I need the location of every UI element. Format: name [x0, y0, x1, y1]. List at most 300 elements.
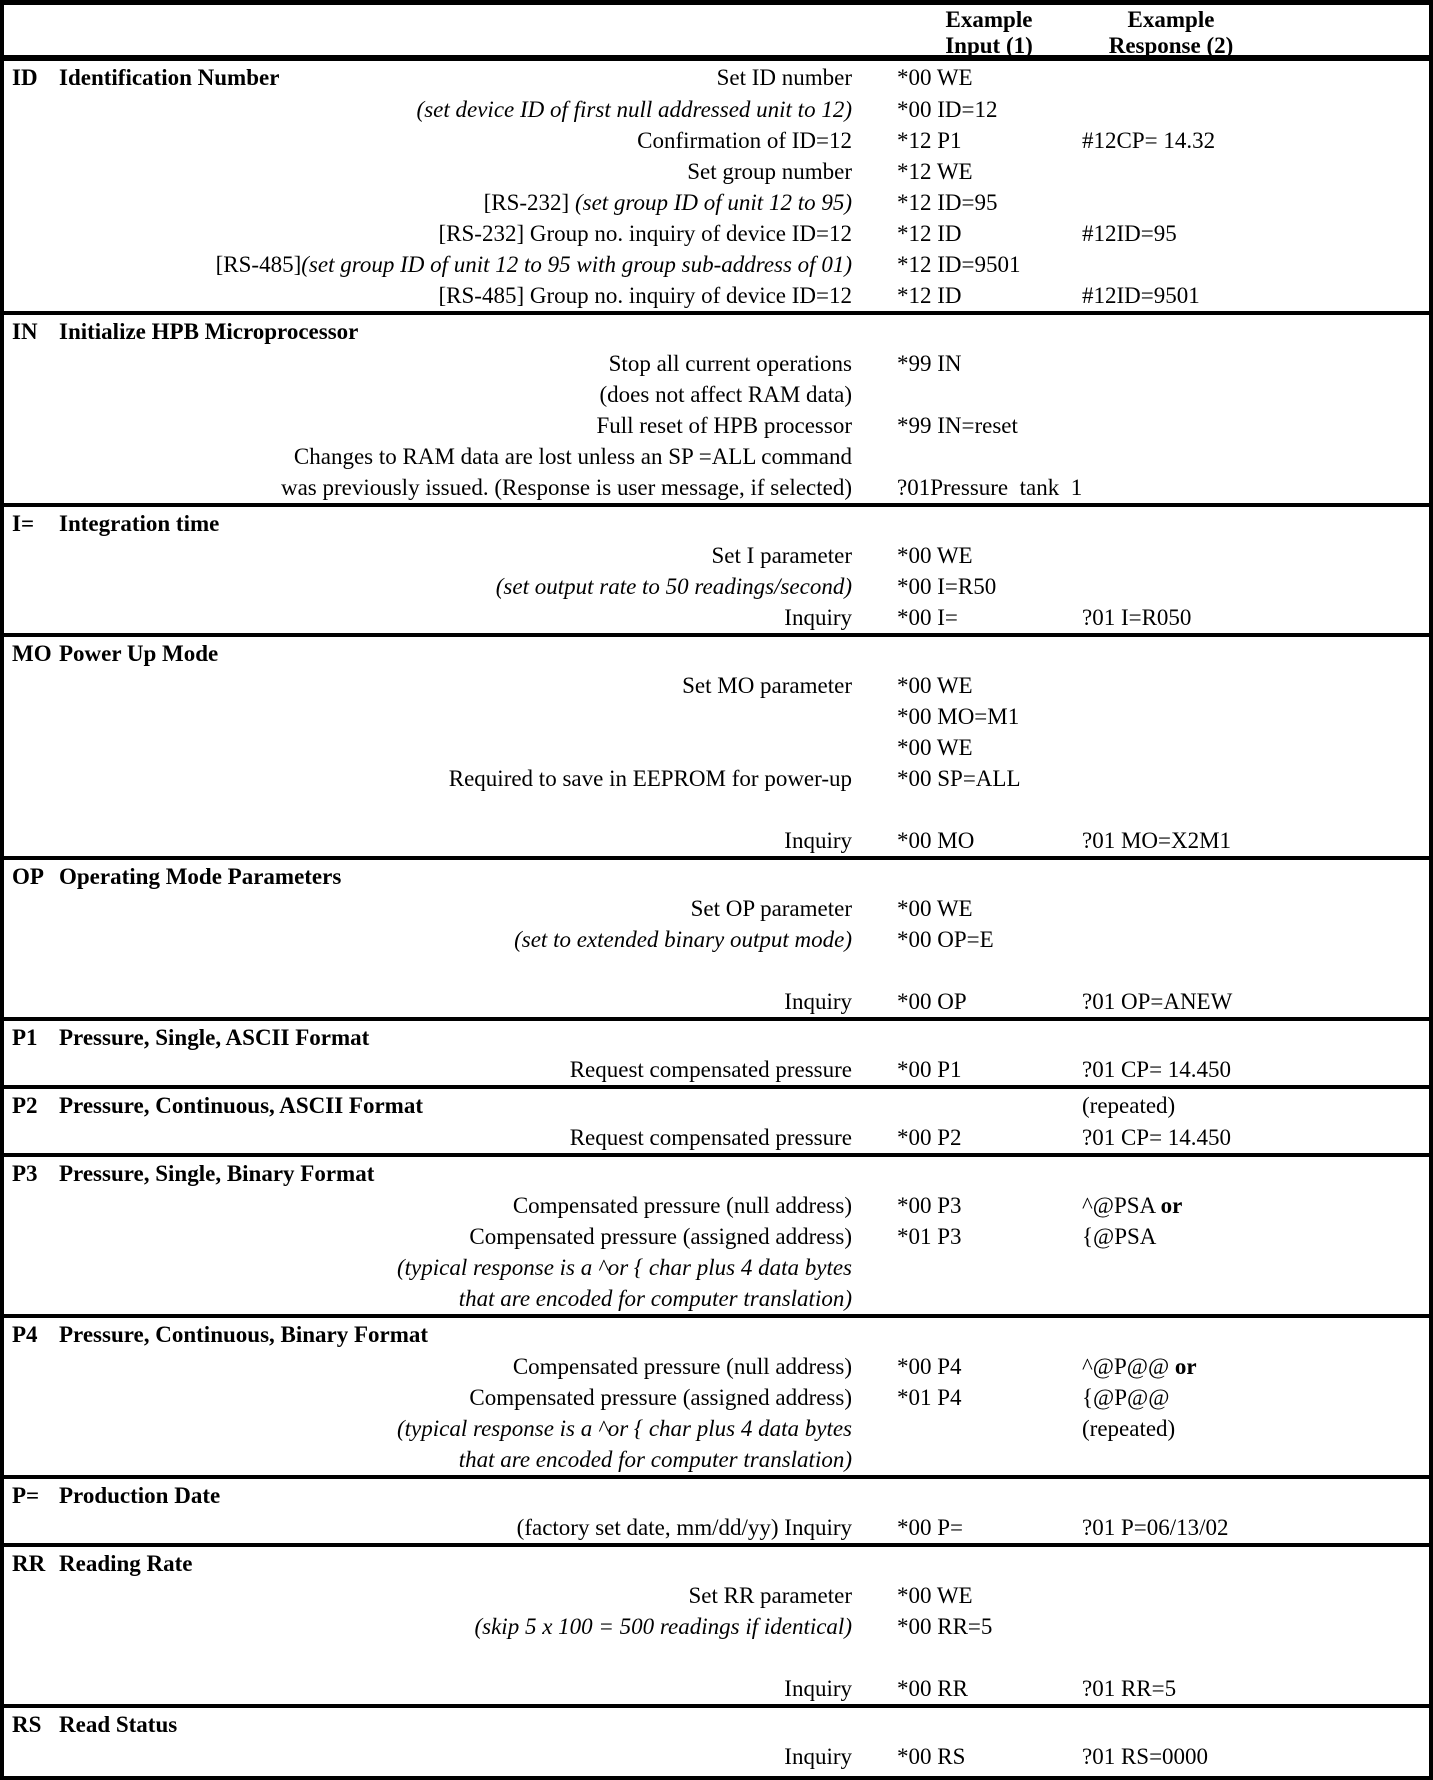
example-response-value [1037, 924, 1429, 955]
table-row [4, 732, 1429, 763]
row-description-cell [52, 187, 852, 218]
example-input-value [852, 1444, 1037, 1475]
row-description: Set I parameter [711, 543, 852, 568]
table-row [4, 1444, 1429, 1475]
table-row [4, 156, 1429, 187]
row-description-cell [52, 955, 852, 986]
row-description: Request compensated pressure [569, 1125, 852, 1150]
command-code [4, 1190, 52, 1221]
example-response-value [1037, 348, 1429, 379]
command-code [4, 1512, 52, 1543]
example-input-value: *12 P1 [897, 128, 962, 153]
command-code [4, 763, 52, 794]
row-description: Stop all current operations [608, 351, 852, 376]
row-description: Inquiry [784, 1676, 852, 1701]
row-description: Request compensated pressure [569, 1057, 852, 1082]
row-description: (does not affect RAM data) [599, 382, 852, 407]
table-row [4, 794, 1429, 825]
example-response-value: ^@P@@ or [1082, 1354, 1197, 1379]
command-code [4, 893, 52, 924]
example-input-value: *00 MO [897, 828, 975, 853]
table-row [4, 280, 1429, 311]
example-input-value: *00 WE [897, 896, 973, 921]
table-row [4, 1351, 1429, 1382]
command-code [4, 794, 52, 825]
section-title-row [4, 1089, 1429, 1122]
row-description-cell [52, 348, 852, 379]
example-response-value [1037, 1708, 1429, 1741]
example-response-value [1037, 540, 1429, 571]
table-row [4, 924, 1429, 955]
table-row [4, 379, 1429, 410]
table-row [4, 1252, 1429, 1283]
example-input-value: *00 OP [897, 989, 967, 1014]
example-response-value [1037, 763, 1429, 794]
table-row [4, 1741, 1429, 1772]
table-row [4, 1190, 1429, 1221]
row-description-cell [52, 571, 852, 602]
table-row [4, 125, 1429, 156]
table-row [4, 1512, 1429, 1543]
command-code: ID [12, 65, 38, 90]
example-input-value: *00 RR=5 [897, 1614, 993, 1639]
example-input-value: *00 MO=M1 [897, 704, 1020, 729]
command-code [4, 1382, 52, 1413]
section-title-row [4, 1318, 1429, 1351]
row-description: [RS-485] Group no. inquiry of device ID=12 [438, 283, 852, 308]
command-section-i [4, 503, 1429, 633]
example-input-value: *00 WE [897, 673, 973, 698]
example-response-value: ?01 I=R050 [1082, 605, 1192, 630]
command-code: P4 [12, 1322, 38, 1347]
row-description-cell [52, 1741, 852, 1772]
command-title: Initialize HPB Microprocessor [59, 319, 359, 344]
section-title-row [4, 1547, 1429, 1580]
row-description-cell [52, 125, 852, 156]
row-description-cell [52, 1611, 852, 1642]
command-section-rs [4, 1704, 1429, 1772]
row-description: that are encoded for computer translation) [458, 1286, 852, 1311]
row-description: [RS-485](set group ID of unit 12 to 95 with group sub-address of 01) [215, 252, 852, 277]
example-input-value: *00 I= [897, 605, 958, 630]
table-row [4, 94, 1429, 125]
command-code [4, 1580, 52, 1611]
section-title-row [4, 315, 1429, 348]
command-code [4, 1673, 52, 1704]
row-description: (factory set date, mm/dd/yy) Inquiry [516, 1515, 852, 1540]
example-response-value [1037, 410, 1429, 441]
row-description-cell [52, 94, 852, 125]
column-header-line: Response (2) [1108, 33, 1234, 58]
example-response-value: ?01 OP=ANEW [1082, 989, 1233, 1014]
example-response-value [1037, 315, 1429, 348]
command-code [4, 955, 52, 986]
row-description-cell [52, 1382, 852, 1413]
example-input-value [852, 441, 1037, 472]
row-description-cell [52, 218, 852, 249]
table-row [4, 218, 1429, 249]
row-description-cell [52, 893, 852, 924]
row-description-cell [52, 280, 852, 311]
row-description: Compensated pressure (assigned address) [469, 1385, 852, 1410]
example-input-value: *00 ID=12 [897, 97, 998, 122]
row-description-cell [52, 1122, 852, 1153]
table-row [4, 1611, 1429, 1642]
command-code [4, 249, 52, 280]
row-description: (set output rate to 50 readings/second) [495, 574, 852, 599]
example-input-value: *00 RS [897, 1744, 966, 1769]
row-description: (set device ID of first null addressed unit to 12) [416, 97, 852, 122]
example-input-value: *01 P4 [897, 1385, 962, 1410]
example-response-value [1037, 670, 1429, 701]
example-response-value: ?01 MO=X2M1 [1082, 828, 1232, 853]
example-input-value: *12 ID=95 [897, 190, 998, 215]
example-input-value [852, 507, 1037, 540]
example-input-value: *00 P= [897, 1515, 964, 1540]
row-description: Full reset of HPB processor [596, 413, 852, 438]
row-description-cell [52, 1413, 852, 1444]
row-description-cell [52, 794, 852, 825]
example-input-value: *12 ID=9501 [897, 252, 1021, 277]
row-description: Inquiry [784, 1744, 852, 1769]
example-response-value: ?01 RS=0000 [1082, 1744, 1209, 1769]
row-description-cell [52, 540, 852, 571]
example-input-value: *00 P1 [897, 1057, 962, 1082]
example-input-value: *00 P2 [897, 1125, 962, 1150]
row-description: Required to save in EEPROM for power-up [448, 766, 852, 791]
table-row [4, 571, 1429, 602]
command-code [4, 1221, 52, 1252]
table-row [4, 1580, 1429, 1611]
row-description-cell [52, 61, 852, 94]
example-response-value [1037, 955, 1429, 986]
table-row [4, 1054, 1429, 1085]
command-title: Reading Rate [59, 1551, 193, 1576]
row-description: Set RR parameter [688, 1583, 852, 1608]
section-title-row [4, 1479, 1429, 1512]
command-title: Operating Mode Parameters [59, 864, 342, 889]
row-description: Confirmation of ID=12 [637, 128, 852, 153]
command-code: RS [12, 1712, 42, 1737]
command-title: Integration time [59, 511, 220, 536]
table-row [4, 1283, 1429, 1314]
example-response-value: ?01 RR=5 [1082, 1676, 1177, 1701]
row-description: Compensated pressure (null address) [512, 1354, 852, 1379]
command-title: Pressure, Single, Binary Format [59, 1161, 375, 1186]
example-response-value: {@PSA [1082, 1224, 1157, 1249]
command-code [4, 187, 52, 218]
row-description-cell [52, 1318, 852, 1351]
example-response-value [1037, 1318, 1429, 1351]
row-description: Set group number [687, 159, 852, 184]
example-response-value [1037, 1547, 1429, 1580]
command-code [4, 602, 52, 633]
table-row [4, 763, 1429, 794]
table-row [4, 1642, 1429, 1673]
row-description-cell [52, 1444, 852, 1475]
column-header-line: Example [1127, 7, 1215, 32]
row-description: (skip 5 x 100 = 500 readings if identical) [474, 1614, 852, 1639]
example-input-value: *00 RR [897, 1676, 968, 1701]
example-response-value: ?01 P=06/13/02 [1082, 1515, 1229, 1540]
example-input-value [852, 1157, 1037, 1190]
row-description: Changes to RAM data are lost unless an SP =ALL command [293, 444, 852, 469]
row-description-cell [52, 1673, 852, 1704]
row-description-cell [52, 1221, 852, 1252]
section-title-row [4, 507, 1429, 540]
command-section-op [4, 856, 1429, 1017]
example-input-value: *12 WE [897, 159, 973, 184]
example-input-value: *00 WE [897, 65, 973, 90]
example-response-value [1037, 1580, 1429, 1611]
row-description: that are encoded for computer translation) [458, 1447, 852, 1472]
table-row [4, 1382, 1429, 1413]
table-row [4, 1122, 1429, 1153]
command-section-p [4, 1475, 1429, 1543]
row-description-cell [52, 1351, 852, 1382]
table-row [4, 986, 1429, 1017]
column-header-example-response [1062, 7, 1280, 59]
command-code [4, 1444, 52, 1475]
example-input-value [852, 1021, 1037, 1054]
row-description-cell [52, 670, 852, 701]
section-title-row [4, 1021, 1429, 1054]
row-description-cell [52, 986, 852, 1017]
row-description-cell [52, 1512, 852, 1543]
row-description-cell [52, 1580, 852, 1611]
command-section-p1 [4, 1017, 1429, 1085]
command-code: P= [12, 1483, 40, 1508]
row-description-cell [52, 1157, 852, 1190]
row-description-cell [52, 860, 852, 893]
example-response-value [1037, 1611, 1429, 1642]
command-code [4, 1413, 52, 1444]
example-input-value [852, 794, 1037, 825]
example-input-value [852, 1283, 1037, 1314]
row-description: [RS-232] (set group ID of unit 12 to 95) [483, 190, 852, 215]
example-input-value: *00 WE [897, 1583, 973, 1608]
row-description-cell [52, 763, 852, 794]
table-row [4, 825, 1429, 856]
command-code: I= [12, 511, 35, 536]
example-response-value [1037, 1283, 1429, 1314]
command-code [4, 348, 52, 379]
example-input-value [852, 1318, 1037, 1351]
command-title: Production Date [59, 1483, 221, 1508]
example-response-value [1037, 441, 1429, 472]
command-section-rr [4, 1543, 1429, 1704]
example-input-value: *00 SP=ALL [897, 766, 1021, 791]
table-row [4, 472, 1429, 503]
section-title-row [4, 637, 1429, 670]
command-sections [4, 61, 1429, 1772]
table-row [4, 701, 1429, 732]
row-description: Compensated pressure (null address) [512, 1193, 852, 1218]
table-header [4, 5, 1429, 61]
table-row [4, 1221, 1429, 1252]
command-code [4, 1741, 52, 1772]
command-code: RR [12, 1551, 46, 1576]
command-code [4, 986, 52, 1017]
command-code [4, 94, 52, 125]
row-description: was previously issued. (Response is user message, if selected) [280, 475, 852, 500]
example-response-value [1037, 94, 1429, 125]
row-description-cell [52, 507, 852, 540]
example-input-value: *99 IN [897, 351, 962, 376]
table-row [4, 602, 1429, 633]
table-row [4, 348, 1429, 379]
row-description-cell [52, 379, 852, 410]
example-input-value: *12 ID [897, 283, 962, 308]
example-response-value [1037, 249, 1429, 280]
row-description: (typical response is a ^or { char plus 4 data bytes [396, 1255, 852, 1280]
row-description-cell [52, 1479, 852, 1512]
example-response-value: #12ID=9501 [1082, 283, 1200, 308]
command-code: P2 [12, 1093, 38, 1118]
example-input-value [852, 1252, 1037, 1283]
example-input-value: *00 WE [897, 543, 973, 568]
example-response-value: (repeated) [1082, 1416, 1176, 1441]
example-input-value: *00 P3 [897, 1193, 962, 1218]
row-description-cell [52, 472, 852, 503]
command-section-id [4, 61, 1429, 311]
example-input-value: *99 IN=reset [897, 413, 1018, 438]
command-title: Power Up Mode [59, 641, 219, 666]
example-response-value [1037, 507, 1429, 540]
example-response-value [1037, 701, 1429, 732]
table-row [4, 249, 1429, 280]
command-title: Pressure, Continuous, Binary Format [59, 1322, 429, 1347]
example-input-value [852, 1642, 1037, 1673]
command-code [4, 924, 52, 955]
row-description: Inquiry [784, 989, 852, 1014]
example-input-value [852, 1547, 1037, 1580]
row-description-cell [52, 441, 852, 472]
command-code: P3 [12, 1161, 38, 1186]
command-code: P1 [12, 1025, 38, 1050]
example-response-value [1037, 1157, 1429, 1190]
row-description-cell [52, 1190, 852, 1221]
table-row [4, 441, 1429, 472]
table-row [4, 670, 1429, 701]
table-row [4, 1673, 1429, 1704]
table-row [4, 893, 1429, 924]
example-input-value [852, 1413, 1037, 1444]
row-description-cell [52, 1089, 852, 1122]
example-response-value [1037, 379, 1429, 410]
example-response-value [1037, 156, 1429, 187]
table-row [4, 540, 1429, 571]
example-response-value: (repeated) [1082, 1093, 1176, 1118]
row-description: [RS-232] Group no. inquiry of device ID=12 [438, 221, 852, 246]
example-response-value [1037, 637, 1429, 670]
section-title-row [4, 1157, 1429, 1190]
row-description: (set to extended binary output mode) [514, 927, 852, 952]
example-input-value [852, 860, 1037, 893]
example-response-value [1037, 860, 1429, 893]
command-code [4, 540, 52, 571]
example-input-value: *00 WE [897, 735, 973, 760]
example-response-value: #12CP= 14.32 [1082, 128, 1216, 153]
command-code [4, 1642, 52, 1673]
row-description: Set ID number [716, 65, 852, 90]
command-code [4, 410, 52, 441]
table-row [4, 410, 1429, 441]
row-description-cell [52, 1054, 852, 1085]
example-input-value: *00 I=R50 [897, 574, 997, 599]
command-section-mo [4, 633, 1429, 856]
command-code [4, 1283, 52, 1314]
command-title: Read Status [59, 1712, 178, 1737]
command-code [4, 1122, 52, 1153]
example-response-value [1037, 187, 1429, 218]
command-section-p3 [4, 1153, 1429, 1314]
row-description-cell [52, 156, 852, 187]
row-description-cell [52, 701, 852, 732]
command-code [4, 701, 52, 732]
command-code [4, 156, 52, 187]
example-input-value [852, 955, 1037, 986]
command-section-in [4, 311, 1429, 503]
column-header-line: Input (1) [945, 33, 1033, 58]
example-response-value [1037, 893, 1429, 924]
example-input-value: *12 ID [897, 221, 962, 246]
command-section-p2 [4, 1085, 1429, 1153]
row-description: Set MO parameter [682, 673, 852, 698]
example-response-value: #12ID=95 [1082, 221, 1177, 246]
example-input-value [852, 379, 1037, 410]
command-code [4, 472, 52, 503]
example-response-value [1037, 794, 1429, 825]
example-response-value [1037, 472, 1429, 503]
command-code [4, 1611, 52, 1642]
row-description-cell [52, 1021, 852, 1054]
command-code [4, 825, 52, 856]
row-description: Inquiry [784, 605, 852, 630]
example-input-value: *00 OP=E [897, 927, 994, 952]
example-input-value [852, 1708, 1037, 1741]
example-input-value [852, 315, 1037, 348]
row-description-cell [52, 924, 852, 955]
example-response-value [1037, 732, 1429, 763]
section-title-row [4, 1708, 1429, 1741]
example-input-value: *00 P4 [897, 1354, 962, 1379]
row-description-cell [52, 249, 852, 280]
row-description: Compensated pressure (assigned address) [469, 1224, 852, 1249]
command-code [4, 1054, 52, 1085]
example-response-value [1037, 1642, 1429, 1673]
command-code: OP [12, 864, 44, 889]
row-description-cell [52, 637, 852, 670]
example-response-value [1037, 1252, 1429, 1283]
example-input-value [852, 637, 1037, 670]
command-code [4, 280, 52, 311]
command-code [4, 218, 52, 249]
command-code [4, 1252, 52, 1283]
table-row [4, 1413, 1429, 1444]
command-code: MO [12, 641, 52, 666]
command-section-p4 [4, 1314, 1429, 1475]
command-code [4, 732, 52, 763]
row-description-cell [52, 825, 852, 856]
row-description: Set OP parameter [690, 896, 852, 921]
example-input-value [852, 1479, 1037, 1512]
row-description-cell [52, 410, 852, 441]
command-code [4, 1351, 52, 1382]
table-row [4, 955, 1429, 986]
row-description-cell [52, 1547, 852, 1580]
row-description-cell [52, 315, 852, 348]
